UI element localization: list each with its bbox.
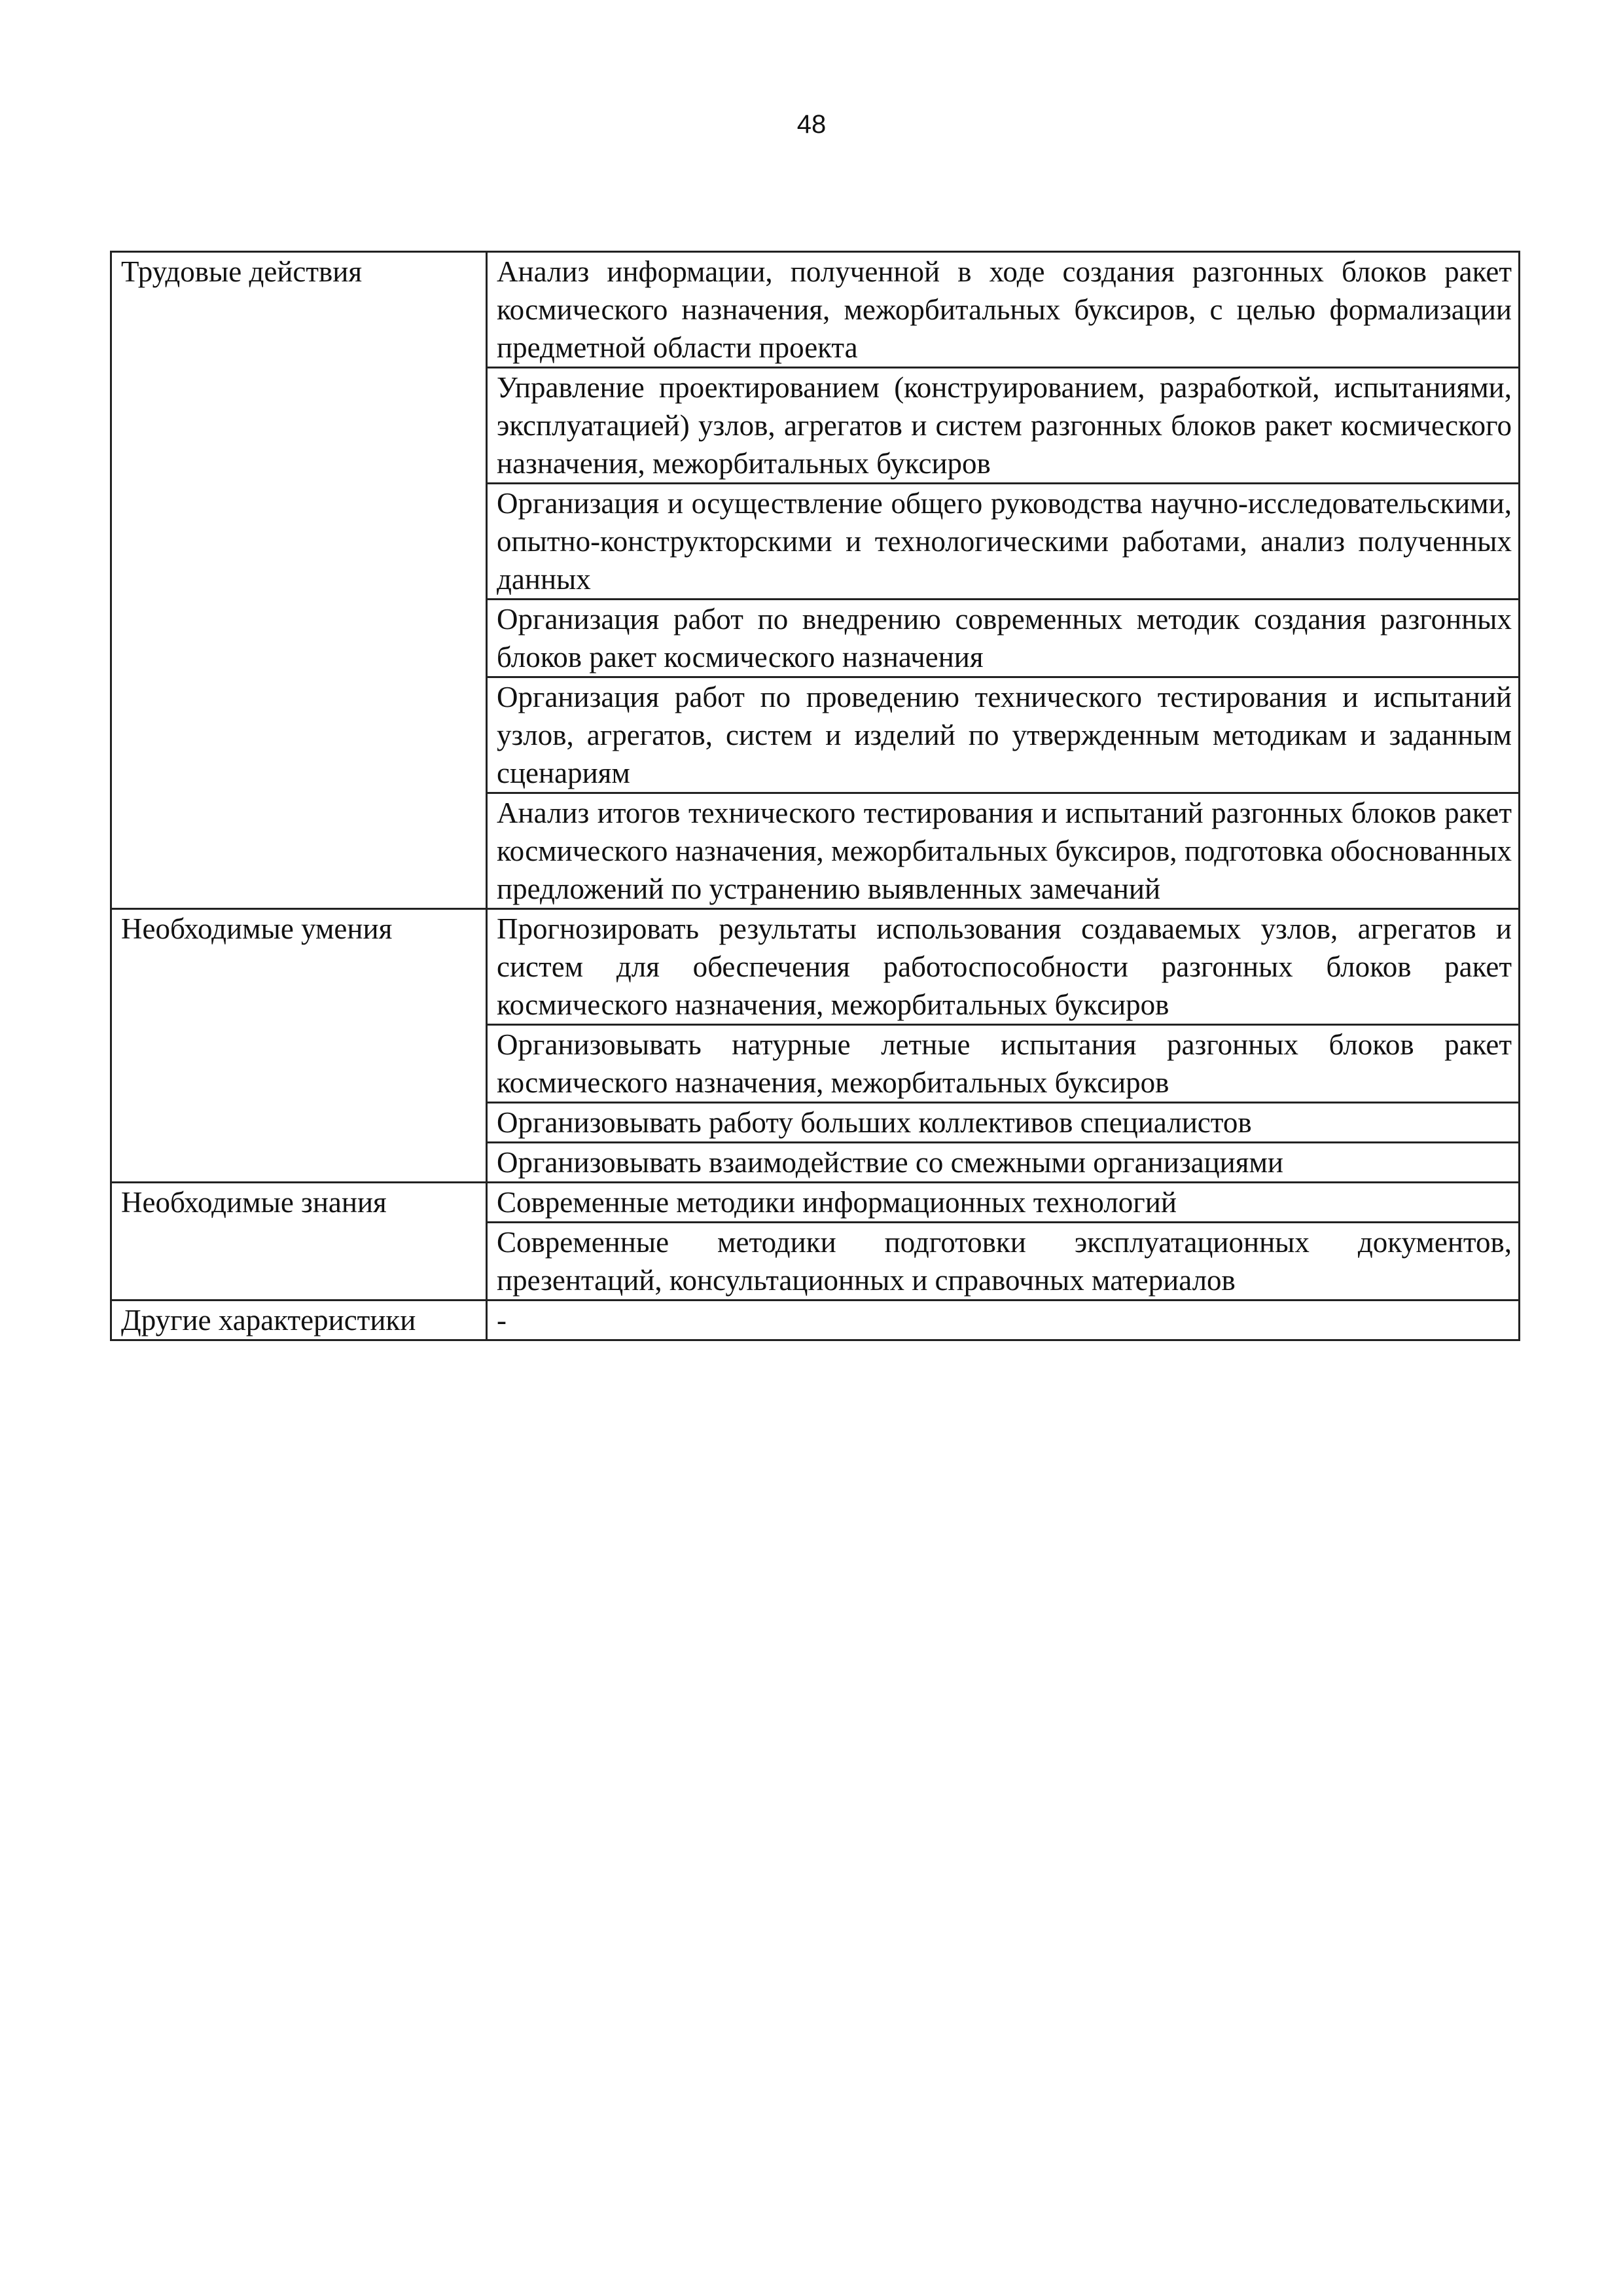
table-row [111,252,1520,368]
skill-item: Организовывать взаимодействие со смежными организациями [487,1143,1520,1183]
table-row [111,909,1520,1025]
section-label-other-characteristics: Другие характеристики [111,1300,487,1340]
section-label-required-skills: Необходимые умения [111,909,487,1183]
page-number: 48 [796,110,827,139]
labor-action-item: Анализ итогов технического тестирования и испытаний разгонных блоков ракет космического назначения, межорбитальных буксиров, подготовка обоснованных предложений по устранению выявленных замечаний [487,793,1520,909]
table-row [111,1183,1520,1223]
skill-item: Прогнозировать результаты использования создаваемых узлов, агрегатов и систем для обеспечения работоспособности разгонных блоков ракет космического назначения, межорбитальных буксиров [487,909,1520,1025]
knowledge-item: Современные методики подготовки эксплуатационных документов, презентаций, консультационных и справочных материалов [487,1223,1520,1300]
skill-item: Организовывать работу больших коллективов специалистов [487,1103,1520,1143]
section-label-required-knowledge: Необходимые знания [111,1183,487,1300]
knowledge-item: Современные методики информационных технологий [487,1183,1520,1223]
section-label-labor-actions: Трудовые действия [111,252,487,909]
labor-action-item: Управление проектированием (конструированием, разработкой, испытаниями, эксплуатацией) узлов, агрегатов и систем разгонных блоков ракет космического назначения, межорбитальных буксиров [487,368,1520,484]
table-row [111,1300,1520,1340]
labor-action-item: Организация работ по проведению технического тестирования и испытаний узлов, агрегатов, систем и изделий по утвержденным методикам и заданным сценариям [487,677,1520,793]
other-characteristics-value: - [487,1300,1520,1340]
skill-item: Организовывать натурные летные испытания разгонных блоков ракет космического назначения, межорбитальных буксиров [487,1025,1520,1103]
qualification-table [110,251,1520,1341]
labor-action-item: Анализ информации, полученной в ходе создания разгонных блоков ракет космического назначения, межорбитальных буксиров, с целью формализации предметной области проекта [487,252,1520,368]
labor-action-item: Организация и осуществление общего руководства научно-исследовательскими, опытно-конструкторскими и технологическими работами, анализ полученных данных [487,484,1520,600]
labor-action-item: Организация работ по внедрению современных методик создания разгонных блоков ракет космического назначения [487,600,1520,677]
